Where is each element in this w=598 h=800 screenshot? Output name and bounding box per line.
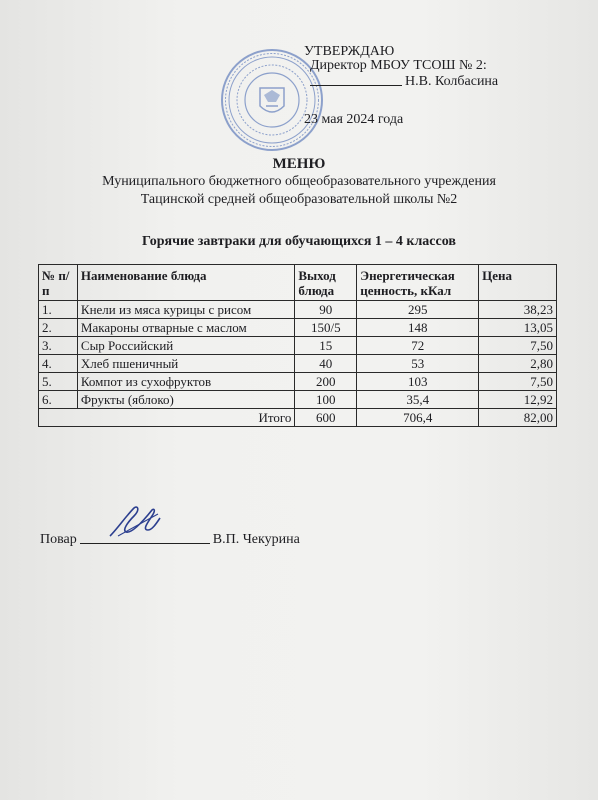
- cook-role: Повар: [40, 532, 77, 547]
- approval-signatory-line: [310, 74, 498, 90]
- row-yield: 200: [295, 373, 357, 391]
- row-dish-name: Кнели из мяса курицы с рисом: [77, 301, 294, 319]
- table-row: [39, 355, 557, 373]
- row-energy: 72: [357, 337, 479, 355]
- approval-date: 23 мая 2024 года: [304, 112, 404, 127]
- row-dish-name: Компот из сухофруктов: [77, 373, 294, 391]
- school-seal-stamp: [220, 48, 324, 152]
- approval-signatory: Н.В. Колбасина: [405, 74, 499, 89]
- row-price: 7,50: [479, 373, 557, 391]
- row-price: 7,50: [479, 337, 557, 355]
- row-dish-name: Хлеб пшеничный: [77, 355, 294, 373]
- row-energy: 295: [357, 301, 479, 319]
- signature-blank: [310, 85, 402, 86]
- cook-name: В.П. Чекурина: [212, 532, 300, 547]
- row-price: 12,92: [479, 391, 557, 409]
- row-dish-name: Сыр Российский: [77, 337, 294, 355]
- header-yield: Выход блюда: [295, 265, 357, 301]
- row-energy: 148: [357, 319, 479, 337]
- header-energy: Энергетическая ценность, кКал: [357, 265, 479, 301]
- title-block: [0, 155, 598, 209]
- header-price: Цена: [479, 265, 557, 301]
- row-num: 1.: [39, 301, 78, 319]
- menu-table: [38, 264, 557, 427]
- row-price: 13,05: [479, 319, 557, 337]
- table-header-row: [39, 265, 557, 301]
- total-energy: 706,4: [357, 409, 479, 427]
- header-name: Наименование блюда: [77, 265, 294, 301]
- table-row: [39, 373, 557, 391]
- table-total-row: [39, 409, 557, 427]
- row-dish-name: Фрукты (яблоко): [77, 391, 294, 409]
- row-price: 38,23: [479, 301, 557, 319]
- table-row: [39, 301, 557, 319]
- row-num: 3.: [39, 337, 78, 355]
- org-line-2: Тацинской средней общеобразовательной школы №2: [140, 192, 458, 207]
- row-num: 6.: [39, 391, 78, 409]
- row-price: 2,80: [479, 355, 557, 373]
- menu-subtitle: Горячие завтраки для обучающихся 1 – 4 классов: [142, 234, 456, 249]
- org-line-1: Муниципального бюджетного общеобразовательного учреждения: [102, 174, 496, 189]
- row-yield: 15: [295, 337, 357, 355]
- row-energy: 53: [357, 355, 479, 373]
- approval-position: Директор МБОУ ТСОШ № 2:: [310, 58, 487, 73]
- approval-label: УТВЕРЖДАЮ: [304, 44, 395, 59]
- total-label: Итого: [39, 409, 295, 427]
- row-num: 4.: [39, 355, 78, 373]
- cook-signature-line: [40, 532, 300, 548]
- table-row: [39, 337, 557, 355]
- table-row: [39, 319, 557, 337]
- row-yield: 90: [295, 301, 357, 319]
- row-yield: 150/5: [295, 319, 357, 337]
- row-yield: 100: [295, 391, 357, 409]
- row-num: 5.: [39, 373, 78, 391]
- cook-signature-blank: [80, 543, 210, 544]
- row-yield: 40: [295, 355, 357, 373]
- total-yield: 600: [295, 409, 357, 427]
- header-num: № п/п: [39, 265, 78, 301]
- total-price: 82,00: [479, 409, 557, 427]
- document-title: МЕНЮ: [272, 156, 326, 172]
- row-energy: 103: [357, 373, 479, 391]
- row-dish-name: Макароны отварные с маслом: [77, 319, 294, 337]
- table-row: [39, 391, 557, 409]
- row-num: 2.: [39, 319, 78, 337]
- row-energy: 35,4: [357, 391, 479, 409]
